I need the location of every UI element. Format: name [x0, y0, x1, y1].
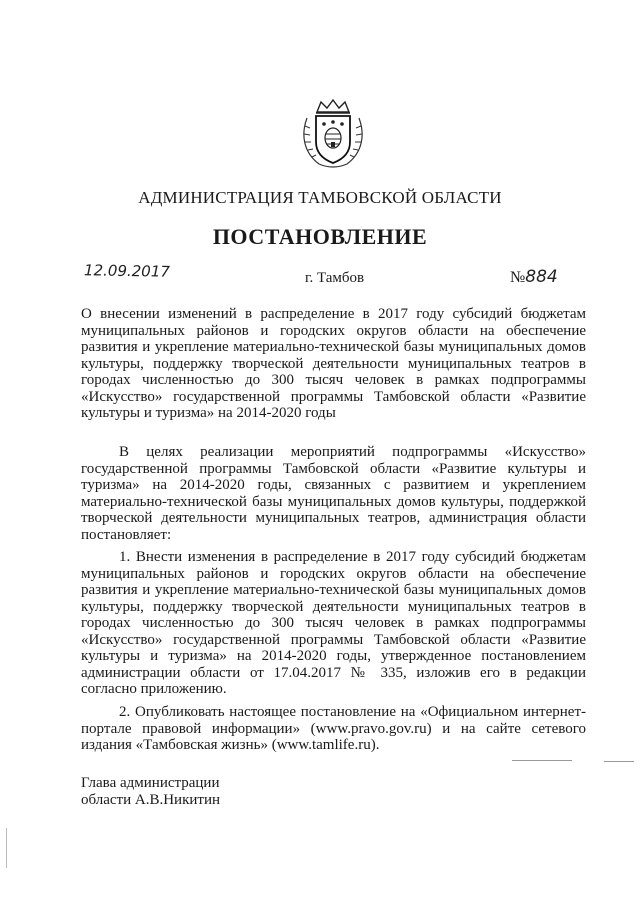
- item-2-paragraph: 2. Опубликовать настоящее постановление на «Официальном интернет-портале правовой информации» (www.pravo.gov.ru) и на сайте сетевого издания «Тамбовская жизнь» (www.tamlife.ru).: [81, 704, 586, 753]
- document-number: [510, 267, 558, 287]
- scan-mark: [604, 761, 634, 762]
- document-subject: О внесении изменений в распределение в 2017 году субсидий бюджетам муниципальных районов и городских округов области на обеспечение развития и укрепление материально-технической базы муниципальных домов культуры, поддержку творческой деятельности муниципальных театров в городах численностью до 300 тысяч человек в рамках подпрограммы «Искусство» государственной программы Тамбовской области «Развитие культуры и туризма» на 2014-2020 годы: [81, 306, 586, 421]
- tambov-coat-of-arms-icon: [299, 98, 367, 170]
- number-value: 884: [525, 267, 558, 287]
- signature-line-1: Глава администрации: [81, 775, 220, 791]
- scan-mark: [512, 760, 572, 761]
- organization-name: АДМИНИСТРАЦИЯ ТАМБОВСКОЙ ОБЛАСТИ: [138, 188, 502, 207]
- document-date: 12.09.2017: [83, 261, 171, 281]
- item-1-paragraph: 1. Внести изменения в распределение в 2017 году субсидий бюджетам муниципальных районов и городских округов области на обеспечение развития и укрепление материально-технической базы муниципальных домов культуры, поддержку творческой деятельности муниципальных театров в городах численностью до 300 тысяч человек в рамках подпрограммы «Искусство» государственной программы Тамбовской области «Развитие культуры и туризма» на 2014-2020 годы, утвержденное постановлением администрации области от 17.04.2017 № 335, изложив его в редакции согласно приложению.: [81, 549, 586, 697]
- signature-line-2: области А.В.Никитин: [81, 792, 221, 808]
- preamble-paragraph: В целях реализации мероприятий подпрограммы «Искусство» государственной программы Тамбовской области «Развитие культуры и туризма» на 2014-2020 годы, связанных с развитием и укреплением материально-технической базы муниципальных домов культуры, поддержкой творческой деятельности муниципальных театров, администрация области постановляет:: [81, 444, 586, 543]
- document-type-title: ПОСТАНОВЛЕНИЕ: [212, 224, 428, 249]
- number-prefix: №: [510, 269, 526, 286]
- scan-mark: [6, 828, 7, 868]
- signature-block: [81, 775, 220, 809]
- document-city: г. Тамбов: [305, 270, 365, 286]
